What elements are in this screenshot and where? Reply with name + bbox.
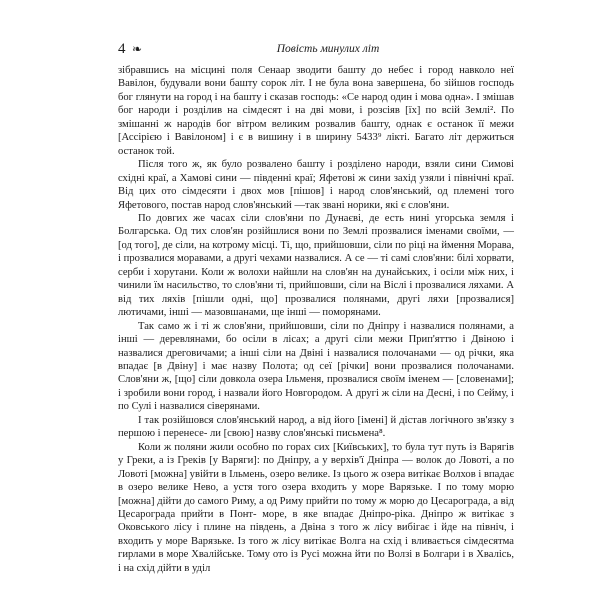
fleuron-icon: ❧ (132, 42, 143, 56)
paragraph: І так розійшовся слов'янський народ, а від його [імені] й дістав логічного зв'язку з першою і перенесе- ли [свою] назву слов'янські письмена⁸. (118, 414, 514, 440)
page-header (118, 40, 508, 58)
paragraph: Коли ж поляни жили особно по горах сих [Київських], то була тут путь із Варягів у Греки, а із Греків [у Варяги]: по Дніпру, а у верхів'ї Дніпра — волок до Ловоті, а по Ловоті [можна] увійти в Ільмень, озеро велике. Із цього ж озера витікає Волхов і впадає в озеро велике Нево, а устя того озера входить у море Варязьке. І по тому морю [можна] дійти до самого Риму, а од Риму прийти по тому ж морю до Цесарограда, а від Цесарограда прийти в Понт- море, в яке впадає Дніпро-ріка. Дніпро ж витікає з Оковського лісу і плине на південь, а Двіна з того ж лісу вибігає і йде на північ, і входить у море Варязьке. Із того ж лісу витікає Волга на схід і вливається сімдесятма гирлами в море Хвалійське. Тому ото із Русі можна йти по Волзі в Болгари і в Хвалісь, і на схід дійти в уділ (118, 441, 514, 574)
paragraph: Після того ж, як було розвалено башту і розділено народи, взяли сини Симові східні краї, а Хамові сини — південні краї; Яфетові ж сини захід узяли і північні краї. Від цих ото сімдесяти і двох мов [пішов] і народ слов'янський, од племені того Яфетового, постав народ слов'янський —так звані норики, які є слов'яни. (118, 159, 514, 211)
paragraph: Так само ж і ті ж слов'яни, прийшовши, сіли по Дніпру і назвалися полянами, а інші — деревлянами, бо осіли в лісах; а другі сіли межи Прип'яттю і Двіною і назвалися дреговичами; а інші сіли на Двіні і назвалися полочанами — од річки, яка впадає [в Двіну] і має назву Полота; од сеї [річки] вони прозвалися полочанами. Слов'яни ж, [що] сіли довкола озера Ільменя, прозвалися своїм іменем — [словенами]; і зробили вони город, і назвали його Новгородом. А другі ж сіли на Десні, і по Сейму, і по Сулі і назвалися сіверянами. (118, 320, 514, 413)
running-title: Повість минулих літ (276, 43, 380, 55)
page-number: 4 (118, 41, 126, 57)
paragraph: зібравшись на місцині поля Сенаар зводити башту до небес і город навколо неї Вавілон, будували вони башту сорок літ. І не була вона завершена, бо зійшов господь бог глянути на город і на башту і сказав господь: «Се народ один і мова одна». І змішав бог народи і розділив на сімдесят і на дві мови, і розсіяв [їх] по всій Землі². По змішанні ж народів бог вітром великим розвалив башту, однак є останок її межи [Ассірією і Вавілоном] і є в вишину і в ширину 5433⁹ лікті. Багато літ держиться останок той. (118, 65, 514, 157)
paragraph: По довгих же часах сіли слов'яни по Дунаєві, де есть нині угорська земля і Болгарська. Од тих слов'ян розійшлися вони по Землі прозвалися іменами своїми, — [од того], де сіли, на котрому місці. Ті, що, прийшовши, сіли по ріці на ймення Морава, і прозвалися моравами, а другі чехами назвалися. А се — ті самі слов'яни: білі хорвати, серби і хорутани. Коли ж волохи найшли на слов'ян на дунайських, і осіли між них, і чинили їм насильство, то слов'яни ті, прийшовши, сіли на Віслі і прозвалися ляхами. А від тих ляхів [пішли одні, що] прозвалися полянами, другі ляхи [прозвалися] лютичами, інші — мазовшанами, ще інші — поморянами. (118, 212, 514, 319)
body-text (118, 64, 514, 575)
